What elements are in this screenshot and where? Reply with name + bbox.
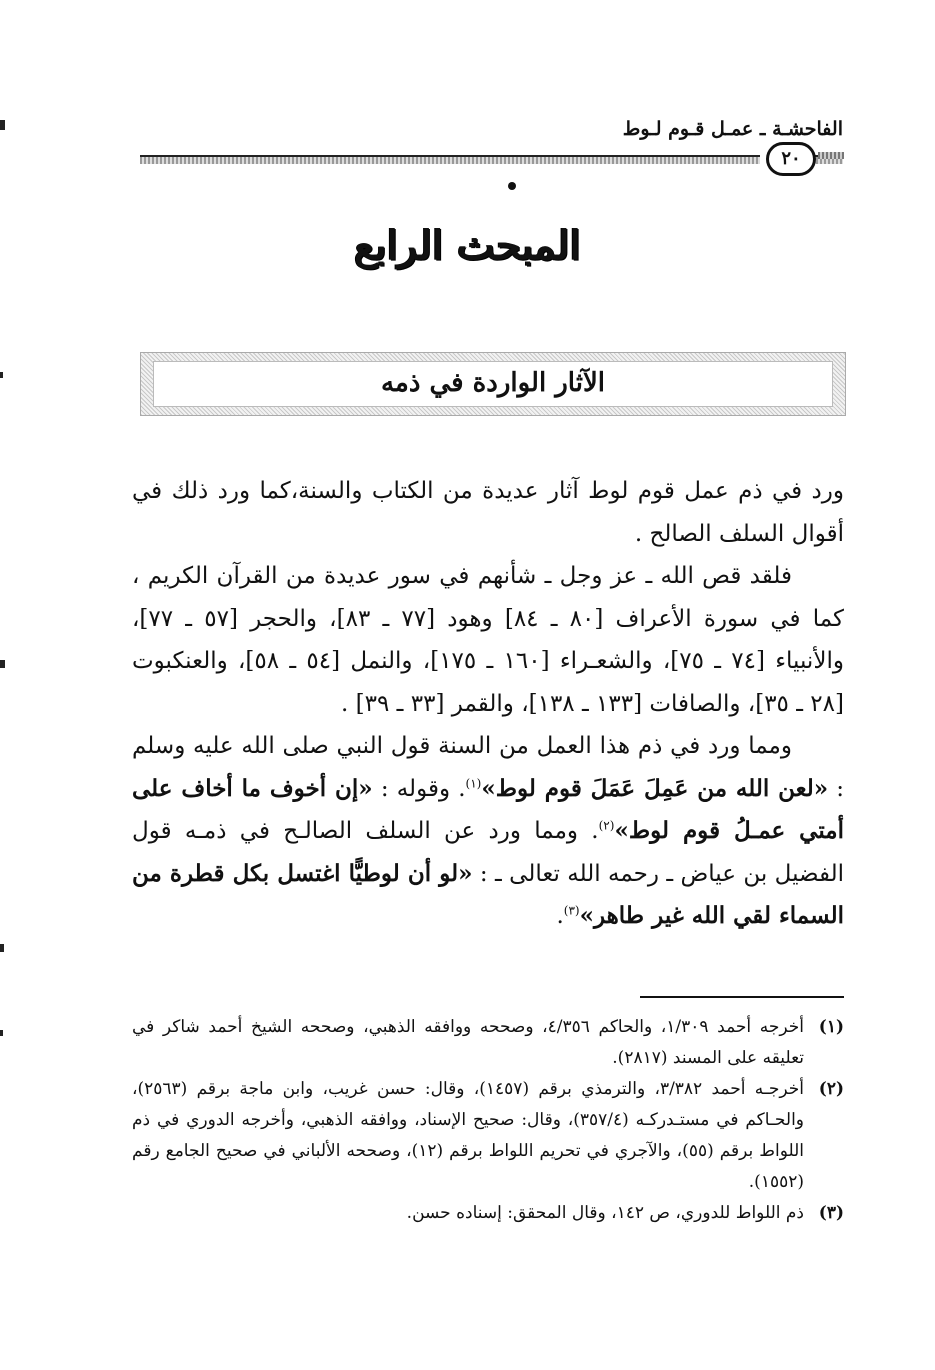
- sunnah-intro: ومما ورد في ذم هذا العمل من السنة قول النبي صلى الله عليه وسلم :: [132, 733, 845, 802]
- footnote-ref-3[interactable]: (٣): [563, 903, 580, 918]
- footnote-1: [132, 1012, 844, 1074]
- scan-speck: [0, 120, 5, 130]
- scan-speck: [0, 944, 4, 952]
- section-title-box: [140, 352, 846, 416]
- section-title: الآثار الواردة في ذمه: [380, 368, 606, 398]
- footnote-3: [132, 1198, 844, 1229]
- header-rule: [140, 155, 843, 164]
- paragraph-intro: ورد في ذم عمل قوم لوط آثار عديدة من الكتاب والسنة،كما ورد ذلك في أقوال السلف الصالح .: [132, 478, 844, 547]
- sentence-end: .: [556, 903, 564, 929]
- footnote-number: (٣): [818, 1203, 844, 1223]
- paragraph-quran: فلقد قص الله ـ عز وجل ـ شأنهم في سور عديدة من القرآن الكريم ، كما في سورة الأعراف [٨٠ ـ ٨٤] وهود [٧٧ ـ ٨٣]، والحجر [٥٧ ـ ٧٧]، والأنبياء [٧٤ ـ ٧٥]، والشعـراء [١٦٠ ـ ١٧٥]، والنمل [٥٤ ـ ٥٨]، والعنكبوت [٢٨ ـ ٣٥]، والصافات [١٣٣ ـ ١٣٨]، والقمر [٣٣ ـ ٣٩] .: [132, 563, 844, 717]
- section-title-inner: [153, 361, 833, 407]
- hadith-1: «لعن الله من عَمِلَ عَمَلَ قوم لوط»: [481, 774, 829, 802]
- scan-speck: [0, 1030, 3, 1036]
- footnote-text: ذم اللواط للدوري، ص ١٤٢، وقال المحقق: إسناده حسن.: [406, 1203, 804, 1223]
- scan-speck: [0, 660, 5, 668]
- running-title: الفاحشـة ـ عمـل قـوم لـوط: [622, 118, 843, 140]
- paragraph-sunnah: [132, 725, 844, 938]
- header-rule-tail: [818, 152, 844, 159]
- footnote-separator: [640, 996, 844, 998]
- footnote-ref-1[interactable]: (١): [465, 775, 482, 790]
- footnotes: [132, 1012, 844, 1229]
- footnote-number: (٢): [818, 1079, 844, 1099]
- salaf-intro: . ومما ورد عن السلف الصالـح في ذمـه قول الفضيل بن عياض ـ رحمه الله تعالى ـ :: [132, 818, 845, 887]
- chapter-title: المبحث الرابع: [354, 222, 581, 269]
- footnote-2: [132, 1074, 844, 1198]
- page-number-wrap: [760, 140, 814, 174]
- scan-speck: [0, 372, 3, 378]
- sunnah-join: . وقوله :: [380, 775, 466, 802]
- body-text: [132, 470, 844, 938]
- hadith-2: «إن أخوف ما أخاف على أمتي عمـلُ قوم لوط»: [132, 774, 845, 844]
- footnote-ref-2[interactable]: (٢): [598, 818, 615, 833]
- footnote-text: أخرجـه أحمد ٣/٣٨٢، والترمذي برقم (١٤٥٧)، وقال: حسن غريب، وابن ماجة برقم (٢٥٦٣)، والحـاكم في مستـدركـه (٣٥٧/٤)، وقال: صحيح الإسناد، ووافقه الذهبي، وأخرجه الدوري في ذم اللواط برقم (٥٥)، والآجري في تحريم اللواط برقم (١٢)، وصححه الألباني في صحيح الجامع رقم (١٥٥٢).: [132, 1079, 805, 1192]
- athar-quote: «لو أن لوطيًّا اغتسل بكل قطرة من السماء لقي الله غير طاهر»: [132, 859, 844, 929]
- footnote-number: (١): [818, 1017, 844, 1037]
- ornament-dot: [508, 182, 516, 190]
- page-number: ٢٠: [766, 142, 816, 176]
- footnote-text: أخرجه أحمد ١/٣٠٩، والحاكم ٤/٣٥٦، وصححه ووافقه الذهبي، وصححه الشيخ أحمد شاكر في تعليقه على المسند (٢٨١٧).: [132, 1017, 804, 1068]
